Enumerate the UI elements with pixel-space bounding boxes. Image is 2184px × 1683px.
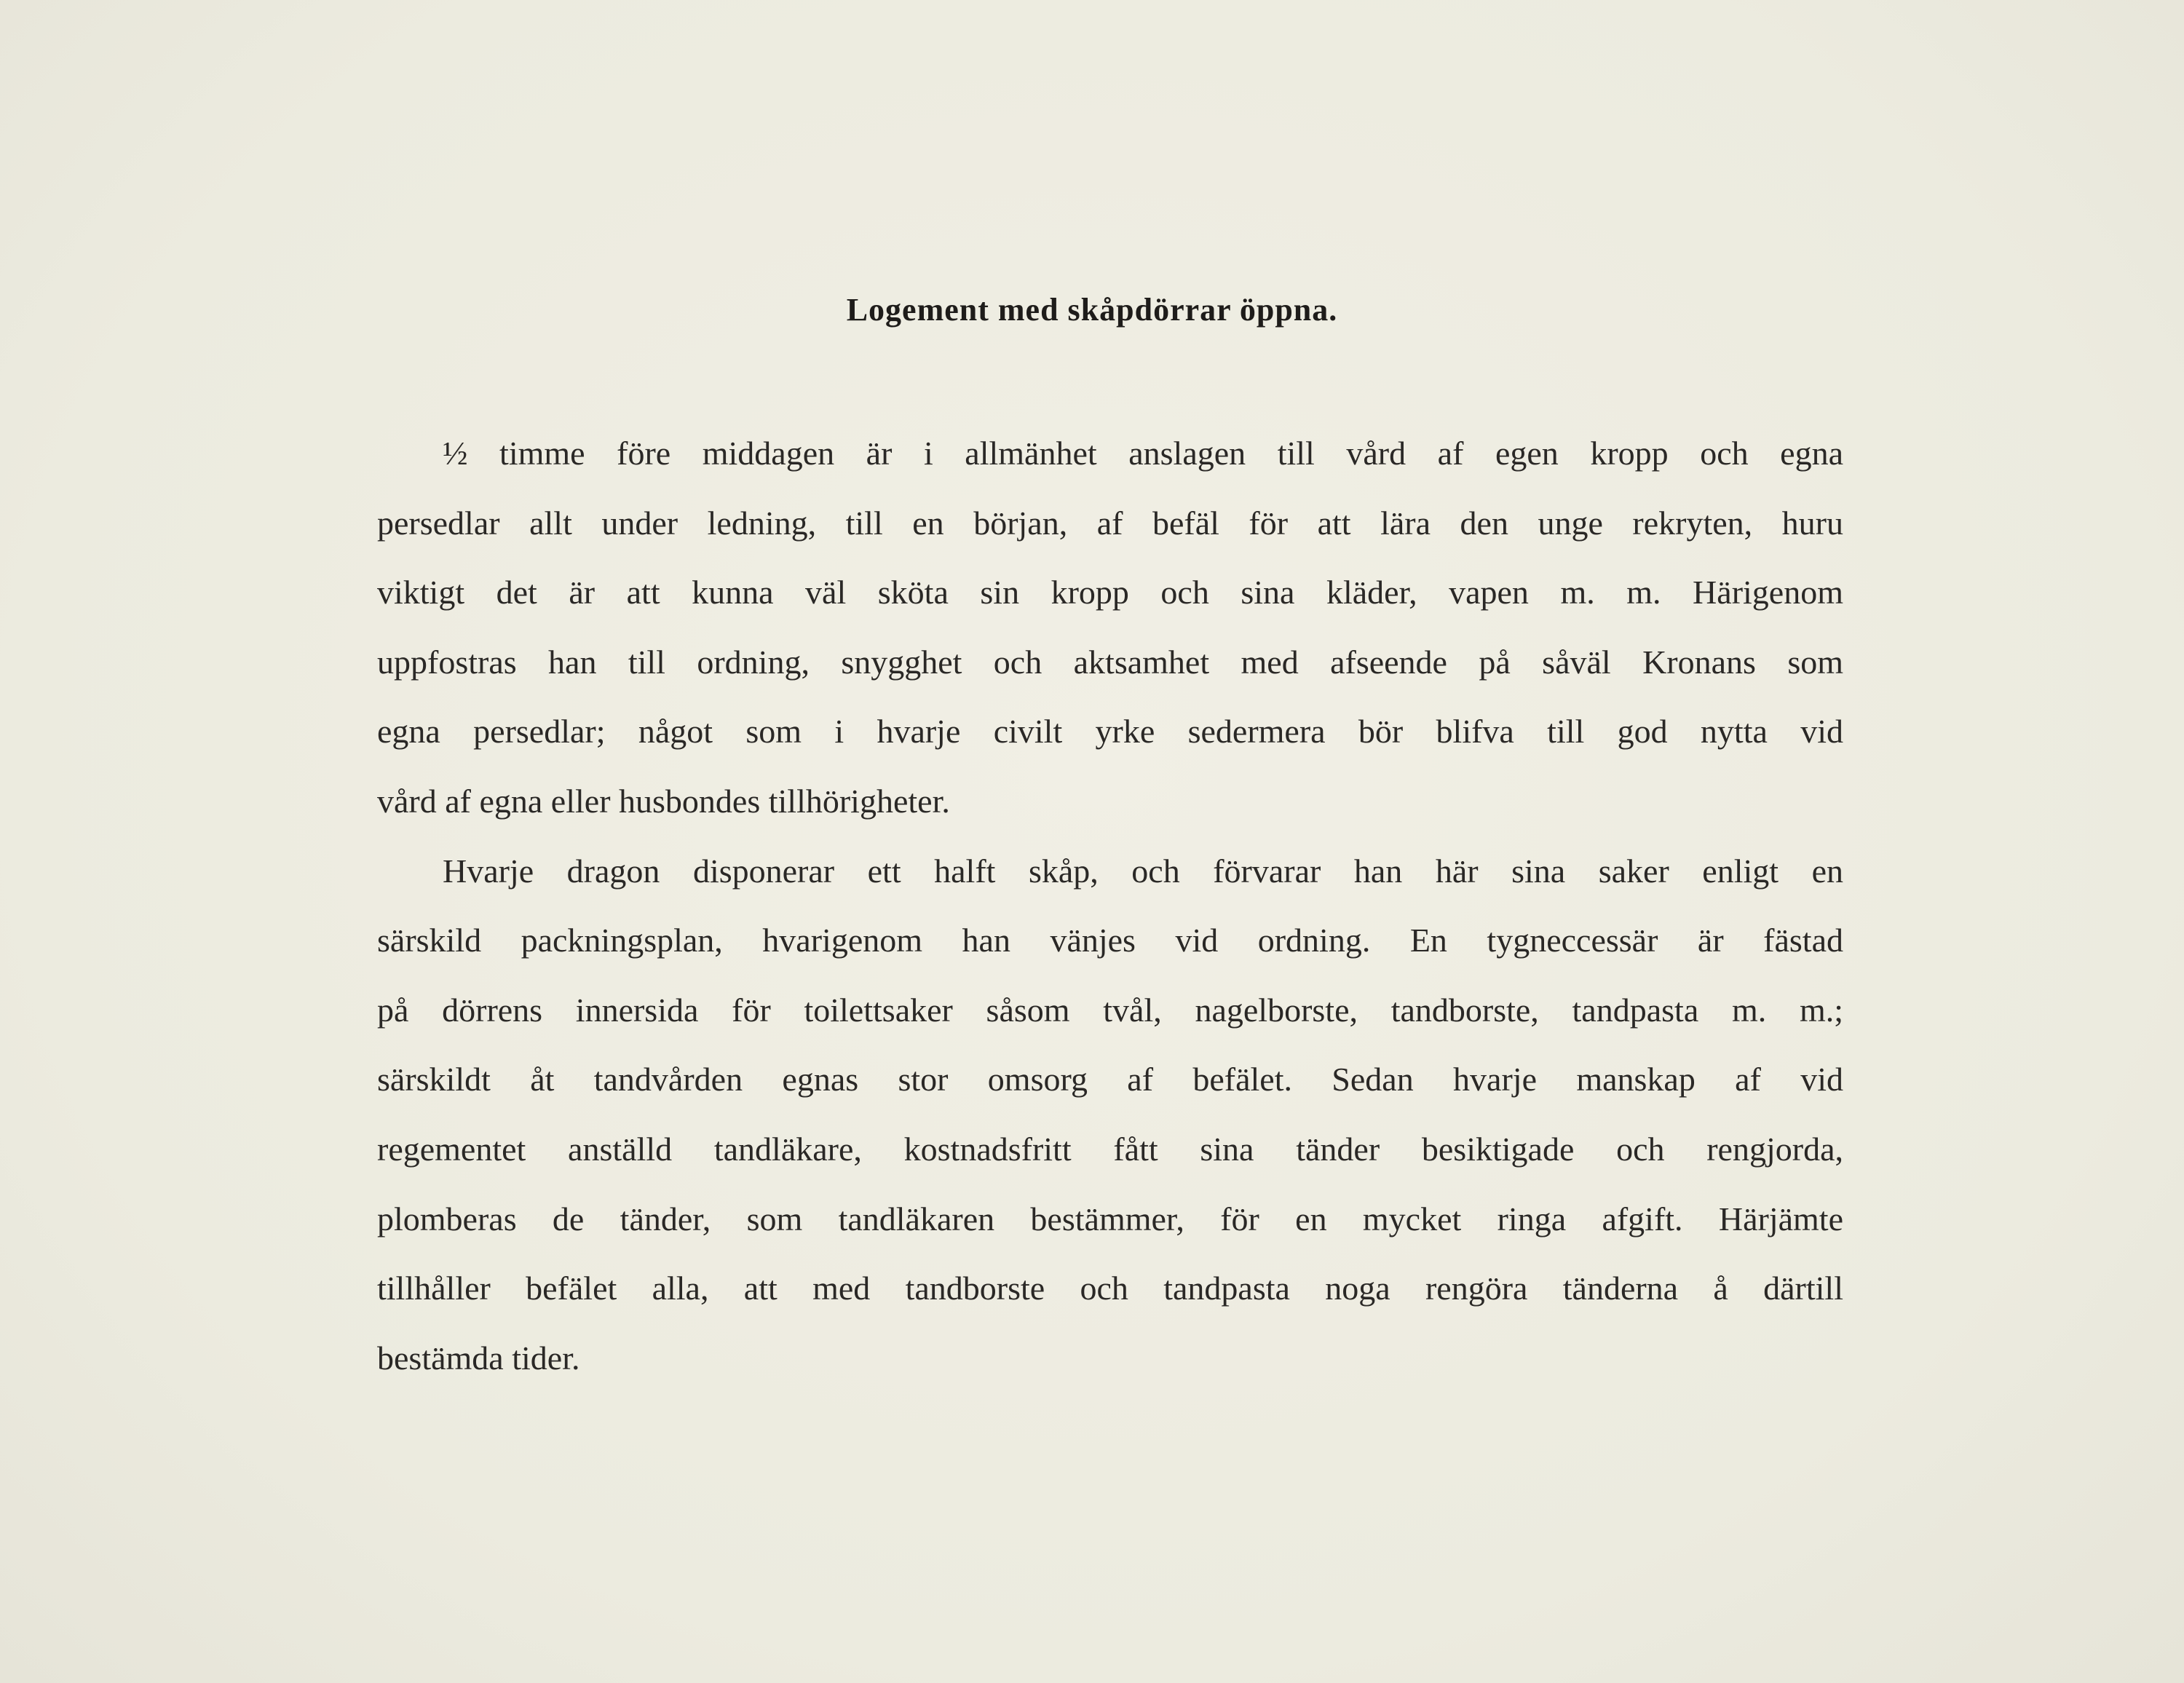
text-line: persedlar allt under ledning, till en början, af befäl för att lära den unge rekryten, huru <box>377 504 1843 542</box>
text-line: tillhåller befälet alla, att med tandborste och tandpasta noga rengöra tänderna å därtill <box>377 1270 1843 1307</box>
body-text <box>377 419 1843 1393</box>
text-line: särskild packningsplan, hvarigenom han vänjes vid ordning. En tygneccessär är fästad <box>377 922 1843 959</box>
text-line: ½ timme före middagen är i allmänhet anslagen till vård af egen kropp och egna <box>443 435 1843 472</box>
text-line: på dörrens innersida för toilettsaker såsom tvål, nagelborste, tandborste, tandpasta m. m.; <box>377 991 1843 1029</box>
text-line: bestämda tider. <box>377 1339 580 1377</box>
page-title: Logement med skåpdörrar öppna. <box>846 292 1338 328</box>
text-line: Hvarje dragon disponerar ett halft skåp, och förvarar han här sina saker enligt en <box>443 852 1843 890</box>
text-line: uppfostras han till ordning, snygghet och aktsamhet med afseende på såväl Kronans som <box>377 643 1843 681</box>
text-line: regementet anställd tandläkare, kostnadsfritt fått sina tänder besiktigade och rengjorda, <box>377 1130 1843 1168</box>
paragraph-2 <box>377 836 1843 1393</box>
text-line: plomberas de tänder, som tandläkaren bestämmer, för en mycket ringa afgift. Härjämte <box>377 1200 1843 1238</box>
paragraph-1 <box>377 419 1843 836</box>
text-line: viktigt det är att kunna väl sköta sin kropp och sina kläder, vapen m. m. Härigenom <box>377 574 1843 611</box>
text-line: egna persedlar; något som i hvarje civilt yrke sedermera bör blifva till god nytta vid <box>377 713 1843 751</box>
text-line: vård af egna eller husbondes tillhörigheter. <box>377 782 950 820</box>
text-line: särskildt åt tandvården egnas stor omsorg af befälet. Sedan hvarje manskap af vid <box>377 1061 1843 1098</box>
